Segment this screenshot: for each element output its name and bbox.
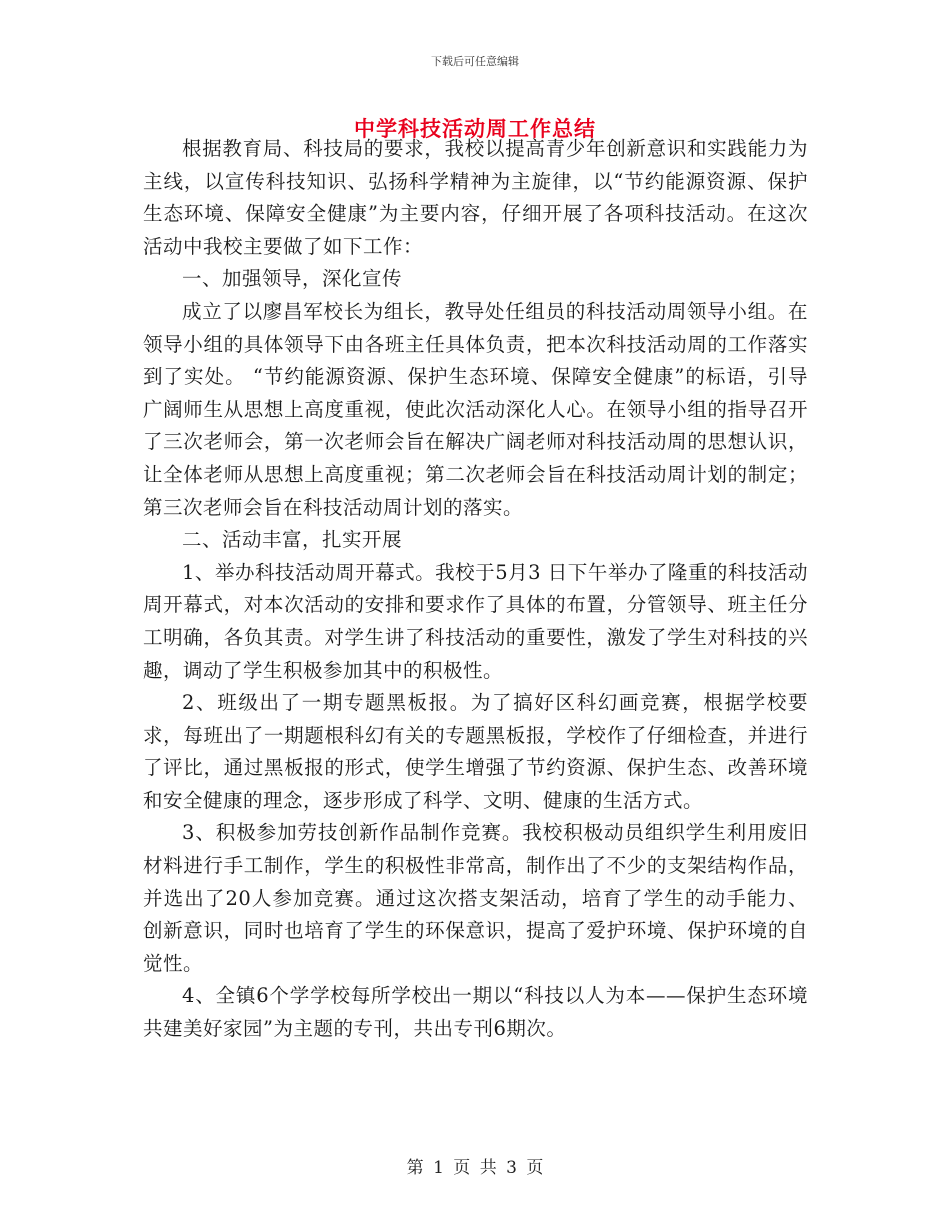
paragraph-item-3: 3、积极参加劳技创新作品制作竞赛。我校积极动员组织学生利用废旧材料进行手工制作，学生的积极性非常高，制作出了不少的支架结构作品，并选出了20人参加竞赛。通过这次搭支架活动，培育了学生的动手能力、创新意识，同时也培育了学生的环保意识，提高了爱护环境、保护环境的自觉性。 [143,821,808,975]
paragraph-item-2: 2、班级出了一期专题黑板报。为了搞好区科幻画竞赛，根据学校要求，每班出了一期题根科幻有关的专题黑板报，学校作了仔细检查，并进行了评比，通过黑板报的形式，使学生增强了节约资源、保护生态、改善环境和安全健康的理念，逐步形成了科学、文明、健康的生活方式。 [143,691,808,812]
paragraph-intro: 根据教育局、科技局的要求，我校以提高青少年创新意识和实践能力为主线，以宣传科技知识、弘扬科学精神为主旋律，以“节约能源资源、保护生态环境、保障安全健康”为主要内容，仔细开展了各项科技活动。在这次活动中我校主要做了如下工作： [143,137,808,258]
document-title: 中学科技活动周工作总结 [354,116,596,141]
section-heading-1: 一、加强领导，深化宣传 [182,267,403,291]
paragraph-item-4: 4、全镇6个学学校每所学校出一期以“科技以人为本——保护生态环境 共建美好家园”为主题的专刊，共出专刊6期次。 [143,984,808,1041]
header-note: 下载后可任意编辑 [431,55,519,68]
paragraph-item-1: 1、举办科技活动周开幕式。我校于5月3 日下午举办了隆重的科技活动周开幕式，对本次活动的安排和要求作了具体的布置，分管领导、班主任分工明确，各负其责。对学生讲了科技活动的重要性，激发了学生对科技的兴趣，调动了学生积极参加其中的积极性。 [143,560,808,682]
document-body [143,133,808,1046]
paragraph-leadership: 成立了以廖昌军校长为组长，教导处任组员的科技活动周领导小组。在领导小组的具体领导下由各班主任具体负责，把本次科技活动周的工作落实到了实处。 “节约能源资源、保护生态环境、保障安全健康”的标语，引导广阔师生从思想上高度重视，使此次活动深化人心。在领导小组的指导召开了三次老师会，第一次老师会旨在解决广阔老师对科技活动周的思想认识，让全体老师从思想上高度重视；第二次老师会旨在科技活动周计划的制定；第三次老师会旨在科技活动周计划的落实。 [143,299,808,519]
page-footer: 第 1 页 共 3 页 [406,1158,544,1178]
section-heading-2: 二、活动丰富，扎实开展 [182,528,403,552]
